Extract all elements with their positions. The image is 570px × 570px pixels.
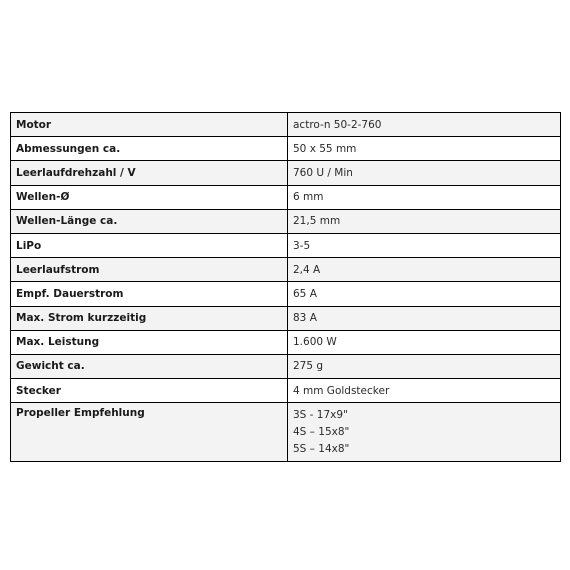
spec-value-weight: 275 g [288, 354, 561, 378]
table-row [11, 379, 561, 403]
spec-value-lipo: 3-5 [288, 233, 561, 257]
table-row [11, 354, 561, 378]
table-row [11, 209, 561, 233]
spec-value-shaft-length: 21,5 mm [288, 209, 561, 233]
table-row [11, 258, 561, 282]
propeller-recommendation-3s: 3S - 17x9" [293, 409, 348, 422]
spec-label-idle-current: Leerlaufstrom [11, 258, 288, 282]
spec-label-shaft-diameter: Wellen-Ø [11, 185, 288, 209]
spec-label-lipo: LiPo [11, 233, 288, 257]
spec-label-shaft-length: Wellen-Länge ca. [11, 209, 288, 233]
spec-value-connector: 4 mm Goldstecker [288, 379, 561, 403]
spec-label-kv: Leerlaufdrehzahl / V [11, 161, 288, 185]
propeller-recommendation-4s: 4S – 15x8" [293, 426, 350, 439]
spec-value-dimensions: 50 x 55 mm [288, 137, 561, 161]
table-row [11, 306, 561, 330]
table-row [11, 161, 561, 185]
table-row [11, 282, 561, 306]
spec-value-continuous-current: 65 A [288, 282, 561, 306]
spec-value-idle-current: 2,4 A [288, 258, 561, 282]
spec-label-max-power: Max. Leistung [11, 330, 288, 354]
spec-label-burst-current: Max. Strom kurzzeitig [11, 306, 288, 330]
spec-value-kv: 760 U / Min [288, 161, 561, 185]
spec-label-connector: Stecker [11, 379, 288, 403]
spec-value-motor: actro-n 50-2-760 [288, 113, 561, 137]
table-row [11, 137, 561, 161]
spec-table [10, 112, 561, 462]
propeller-recommendation-5s: 5S – 14x8" [293, 443, 350, 456]
spec-label-weight: Gewicht ca. [11, 354, 288, 378]
spec-value-shaft-diameter: 6 mm [288, 185, 561, 209]
spec-label-dimensions: Abmessungen ca. [11, 137, 288, 161]
spec-table-body [11, 113, 561, 462]
table-row [11, 233, 561, 257]
spec-value-propeller [288, 403, 561, 462]
spec-label-continuous-current: Empf. Dauerstrom [11, 282, 288, 306]
table-row [11, 403, 561, 462]
table-row [11, 330, 561, 354]
spec-value-max-power: 1.600 W [288, 330, 561, 354]
spec-label-motor: Motor [11, 113, 288, 137]
spec-label-propeller: Propeller Empfehlung [11, 403, 288, 462]
spec-value-burst-current: 83 A [288, 306, 561, 330]
table-row [11, 185, 561, 209]
table-row [11, 113, 561, 137]
